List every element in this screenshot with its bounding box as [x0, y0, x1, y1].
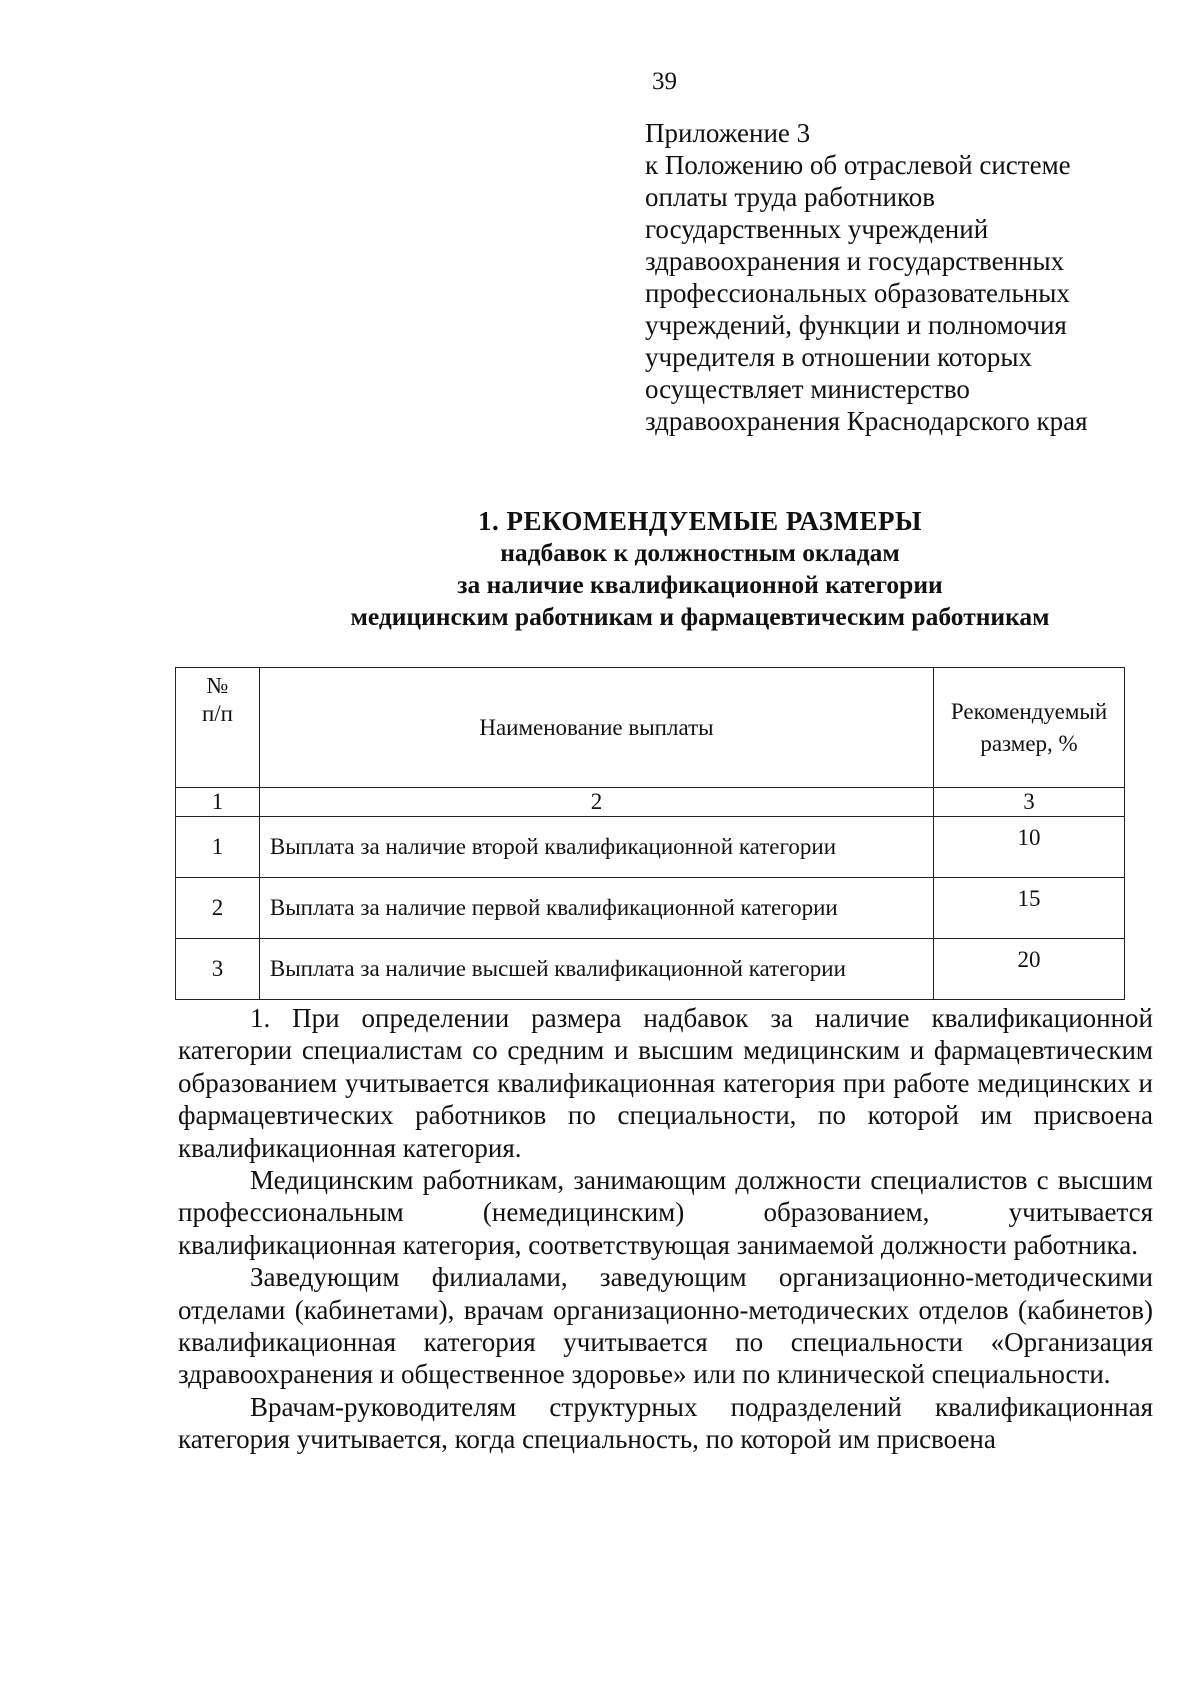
index-cell: 1	[176, 788, 260, 817]
annex-line: профессиональных образовательных	[645, 278, 1070, 308]
body-paragraph: Заведующим филиалами, заведующим организационно-методическими отделами (кабинетами), врачам организационно-методических отделов (кабинетов) квалификационная категория учитывается по специальности «Организация здравоохранения и общественное здоровье» или по клинической специальности.	[178, 1262, 1153, 1390]
annex-line: здравоохранения и государственных	[645, 246, 1065, 276]
header-number	[176, 668, 260, 788]
header-number-line: п/п	[201, 701, 233, 726]
table-row	[176, 878, 1125, 939]
allowance-table	[175, 667, 1125, 1000]
header-number-line: №	[206, 673, 229, 698]
header-size-line: размер, %	[980, 730, 1078, 756]
annex-line: оплаты труда работников	[645, 182, 935, 212]
row-number: 3	[176, 939, 260, 1000]
row-name: Выплата за наличие первой квалификационной категории	[259, 878, 933, 939]
title-line: за наличие квалификационной категории	[457, 570, 943, 599]
row-number: 1	[176, 817, 260, 878]
body-text	[178, 1002, 1153, 1456]
table-header-row	[176, 668, 1125, 788]
table-index-row	[176, 788, 1125, 817]
row-size: 15	[934, 878, 1125, 939]
row-size: 10	[934, 817, 1125, 878]
annex-reference	[645, 117, 1185, 437]
body-paragraph: 1. При определении размера надбавок за наличие квалификационной категории специалистам со средним и высшим медицинским и фармацевтическим образованием учитывается квалификационная категория при работе медицинских и фармацевтических работников по специальности, по которой им присвоена квалификационная категория.	[178, 1003, 1153, 1163]
body-paragraph: Врачам-руководителям структурных подразделений квалификационная категория учитывается, когда специальность, по которой им присвоена	[178, 1391, 1153, 1455]
row-size: 20	[934, 939, 1125, 1000]
table-row	[176, 939, 1125, 1000]
annex-line: учредителя в отношении которых	[645, 342, 1033, 372]
annex-line: государственных учреждений	[645, 214, 989, 244]
header-size-line: Рекомендуемый	[950, 698, 1108, 724]
document-title	[150, 505, 1200, 633]
title-line: надбавок к должностным окладам	[500, 538, 900, 567]
annex-line: Приложение 3	[645, 118, 811, 148]
row-number: 2	[176, 878, 260, 939]
index-cell: 2	[259, 788, 933, 817]
annex-line: к Положению об отраслевой системе	[645, 150, 1071, 180]
title-line: медицинским работникам и фармацевтическим работникам	[350, 602, 1050, 631]
table-row	[176, 817, 1125, 878]
header-name: Наименование выплаты	[259, 668, 933, 788]
allowance-table-wrapper	[175, 667, 1125, 1000]
row-name: Выплата за наличие второй квалификационной категории	[259, 817, 933, 878]
index-cell: 3	[934, 788, 1125, 817]
page-number: 39	[652, 68, 677, 95]
annex-line: учреждений, функции и полномочия	[645, 310, 1067, 340]
annex-line: здравоохранения Краснодарского края	[645, 406, 1088, 436]
title-main: 1. РЕКОМЕНДУЕМЫЕ РАЗМЕРЫ	[478, 506, 922, 536]
body-paragraph: Медицинским работникам, занимающим должности специалистов с высшим профессиональным (немедицинским) образованием, учитывается квалификационная категория, соответствующая занимаемой должности работника.	[178, 1165, 1153, 1260]
row-name: Выплата за наличие высшей квалификационной категории	[259, 939, 933, 1000]
header-size	[934, 668, 1125, 788]
annex-line: осуществляет министерство	[645, 374, 970, 404]
